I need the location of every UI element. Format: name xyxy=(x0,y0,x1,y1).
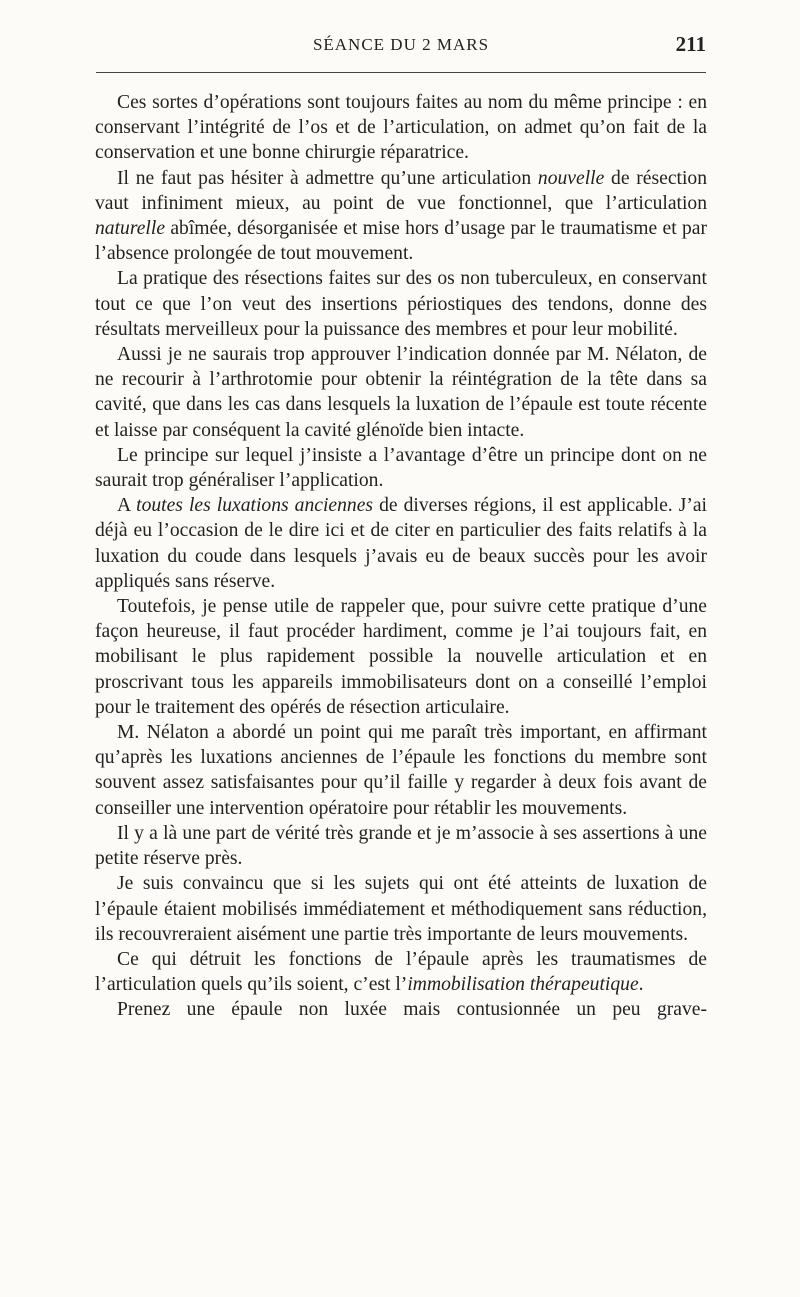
header-rule xyxy=(96,72,706,73)
text-run: abîmée, désorganisée et mise hors d’usage par le traumatisme et par l’absence prolongée de tout mouvement. xyxy=(95,218,707,265)
paragraph xyxy=(95,342,707,443)
text-run: Prenez une épaule non luxée mais contusionnée un peu grave- xyxy=(117,999,707,1021)
paragraph xyxy=(95,166,707,267)
page-header xyxy=(96,34,706,64)
italic-text: immobilisation thérapeutique xyxy=(407,974,639,996)
paragraph xyxy=(95,947,707,997)
text-run: de diverses régions, il est applicable. J’ai déjà eu l’occasion de le dire ici et de citer en particulier des faits relatifs à la luxation du coude dans lesquels j’avais eu de beaux succès pour les avoir appliqués sans réserve. xyxy=(95,495,708,592)
text-run: A xyxy=(117,495,137,517)
body-text xyxy=(95,90,707,1023)
text-run: . xyxy=(638,974,644,996)
paragraph xyxy=(95,493,707,594)
paragraph xyxy=(95,443,707,493)
text-run: Ce qui détruit les fonctions de l’épaule après les traumatismes de l’articulation quels qu’ils soient, c’est l’ xyxy=(95,948,707,996)
text-run: Il y a là une part de vérité très grande et je m’associe à ses assertions à une petite réserve près. xyxy=(95,822,707,870)
text-run: Je suis convaincu que si les sujets qui ont été atteints de luxation de l’épaule étaient mobilisés immédiatement et méthodiquement sans réduction, ils recouvreraient aisément une partie très importante de leurs mouvements. xyxy=(95,873,707,945)
italic-text: toutes les luxations anciennes xyxy=(136,495,374,517)
text-run: Toutefois, je pense utile de rappeler que, pour suivre cette pratique d’une façon heureuse, il faut procéder hardiment, comme je l’ai toujours fait, en mobilisant le plus rapidement possible la nouvelle articulation et en proscrivant tous les appareils immobilisateurs dont on a conseillé l’emploi pour le traitement des opérés de résection articulaire. xyxy=(95,596,707,718)
text-run: Ces sortes d’opérations sont toujours faites au nom du même principe : en conservant l’intégrité de l’os et de l’articulation, on admet qu’on fait de la conservation et une bonne chirurgie réparatrice. xyxy=(95,92,707,164)
paragraph xyxy=(95,90,707,166)
italic-text: naturelle xyxy=(95,218,166,240)
text-run: M. Nélaton a abordé un point qui me paraît très important, en affirmant qu’après les luxations anciennes de l’épaule les fonctions du membre sont souvent assez satisfaisantes pour qu’il faille y regarder à deux fois avant de conseiller une intervention opératoire pour rétablir les mouvements. xyxy=(95,722,707,819)
paragraph xyxy=(95,266,707,342)
text-run: Aussi je ne saurais trop approuver l’indication donnée par M. Nélaton, de ne recourir à l’arthrotomie pour obtenir la réintégration de la tête dans sa cavité, que dans les cas dans lesquels la luxation de l’épaule est toute récente et laisse par conséquent la cavité glénoïde bien intacte. xyxy=(95,344,707,441)
paragraph xyxy=(95,594,707,720)
running-head: SÉANCE DU 2 MARS xyxy=(312,35,490,54)
paragraph xyxy=(95,871,707,947)
text-run: de résection vaut infiniment mieux, au point de vue fonctionnel, que l’articulation xyxy=(95,167,707,214)
paragraph xyxy=(95,997,707,1022)
paragraph xyxy=(95,821,707,871)
text-run: La pratique des résections faites sur des os non tuberculeux, en conservant tout ce que l’on veut des insertions périostiques des tendons, donne des résultats merveilleux pour la puissance des membres et pour leur mobilité. xyxy=(95,268,707,340)
paragraph xyxy=(95,720,707,821)
text-run: Il ne faut pas hésiter à admettre qu’une articulation xyxy=(117,167,538,189)
page-number: 211 xyxy=(675,32,706,56)
italic-text: nouvelle xyxy=(537,167,605,189)
text-run: Le principe sur lequel j’insiste a l’avantage d’être un principe dont on ne saurait trop généraliser l’application. xyxy=(95,444,707,492)
